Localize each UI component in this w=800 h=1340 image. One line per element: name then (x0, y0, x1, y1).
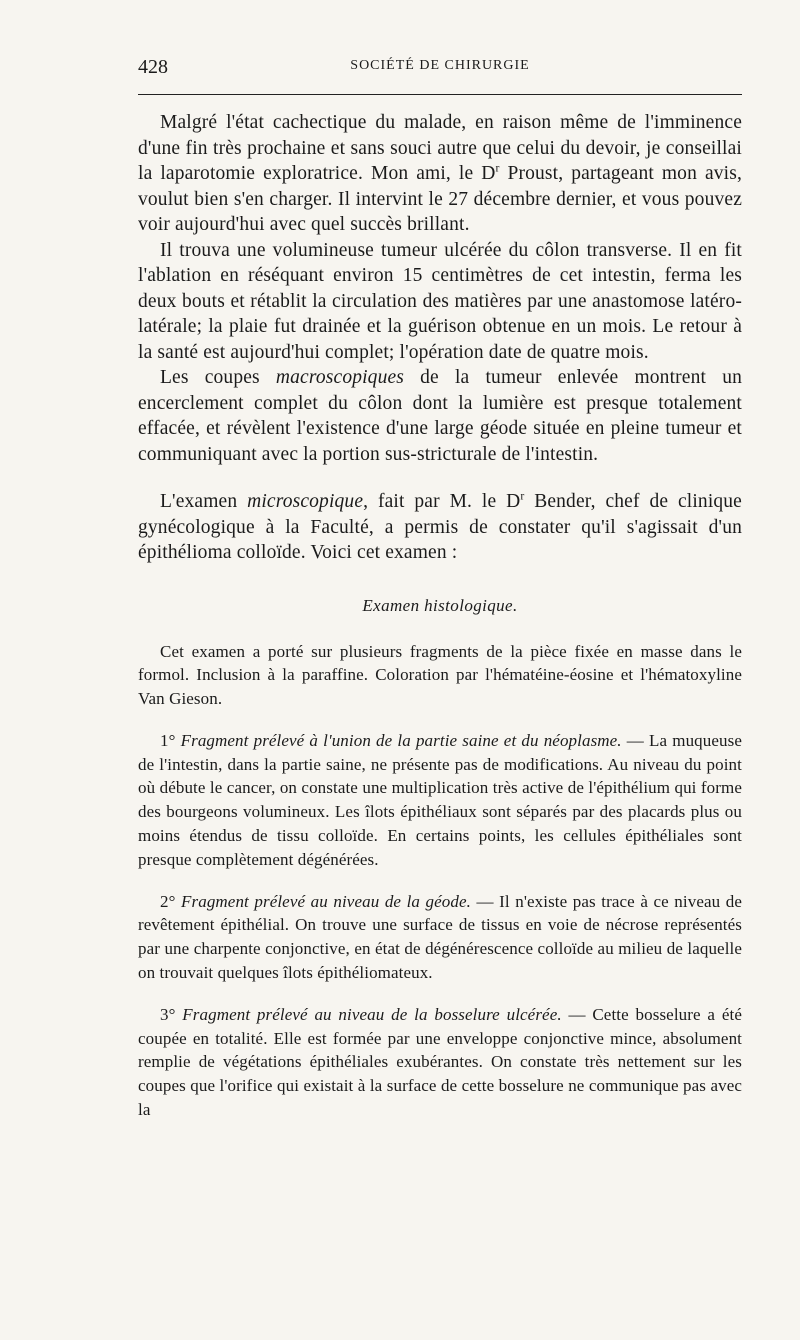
page-header (138, 56, 742, 80)
paragraph-exam-method: Cet examen a porté sur plusieurs fragments de la pièce fixée en masse dans le formol. Inclusion à la paraffine. Coloration par l'hématéine-éosine et l'hématoxyline Van Gieson. (138, 641, 742, 709)
paragraph-fragment-1: 1° Fragment prélevé à l'union de la partie saine et du néoplasme. — La muqueuse de l'intestin, dans la partie saine, ne présente pas de modifications. Au niveau du point où débute le cancer, on constate une multiplication très active de l'épithélium qui forme des bourgeons volumineux. Les îlots épithéliaux sont séparés par des placards plus ou moins étendus de tissu colloïde. En certains points, les cellules épithéliales sont presque complètement dégénérées. (138, 730, 742, 869)
header-rule (138, 94, 742, 95)
paragraph-microscopic: L'examen microscopique, fait par M. le $D^r$ Bender, chef de clinique gynécologique à la Faculté, a permis de constater qu'il s'agissait d'un épithélioma colloïde. Voici cet examen : (138, 489, 742, 563)
page-number: 428 (138, 56, 168, 78)
paragraph-laparotomy: Malgré l'état cachectique du malade, en raison même de l'imminence d'une fin très prochaine et sans souci autre que celui du devoir, je conseillai la laparotomie exploratrice. Mon ami, le $D^r$ Proust, partageant mon avis, voulut bien s'en charger. Il intervint le 27 décembre dernier, et vous pouvez voir aujourd'hui avec quel succès brillant. (138, 112, 742, 235)
running-title: SOCIÉTÉ DE CHIRURGIE (350, 58, 530, 73)
page-body (138, 110, 742, 1122)
paragraph-fragment-3: 3° Fragment prélevé au niveau de la bosselure ulcérée. — Cette bosselure a été coupée en totalité. Elle est formée par une enveloppe conjonctive mince, absolument remplie de végétations épithéliales exubérantes. On constate très nettement sur les coupes que l'orifice qui existait à la surface de cette bosselure ne communique pas avec la (138, 1004, 742, 1120)
paragraph-tumor-removal: Il trouva une volumineuse tumeur ulcérée du côlon transverse. Il en fit l'ablation en réséquant environ 15 centimètres de cet intestin, ferma les deux bouts et rétablit la circulation des matières par une anastomose latéro-latérale; la plaie fut drainée et la guérison obtenue en un mois. Le retour à la santé est aujourd'hui complet; l'opération date de quatre mois. (138, 239, 742, 363)
section-subheading: Examen histologique. (362, 595, 518, 615)
paragraph-macroscopic: Les coupes macroscopiques de la tumeur enlevée montrent un encerclement complet du côlon dont la lumière est presque totalement effacée, et révèlent l'existence d'une large géode située en pleine tumeur et communiquant avec la portion sus-stricturale de l'intestin. (138, 367, 742, 465)
paragraph-fragment-2: 2° Fragment prélevé au niveau de la géode. — Il n'existe pas trace à ce niveau de revêtement épithélial. On trouve une surface de tissus en voie de nécrose représentés par une charpente conjonctive, en état de dégénérescence colloïde au milieu de laquelle on trouvait quelques îlots épithéliomateux. (138, 891, 742, 983)
